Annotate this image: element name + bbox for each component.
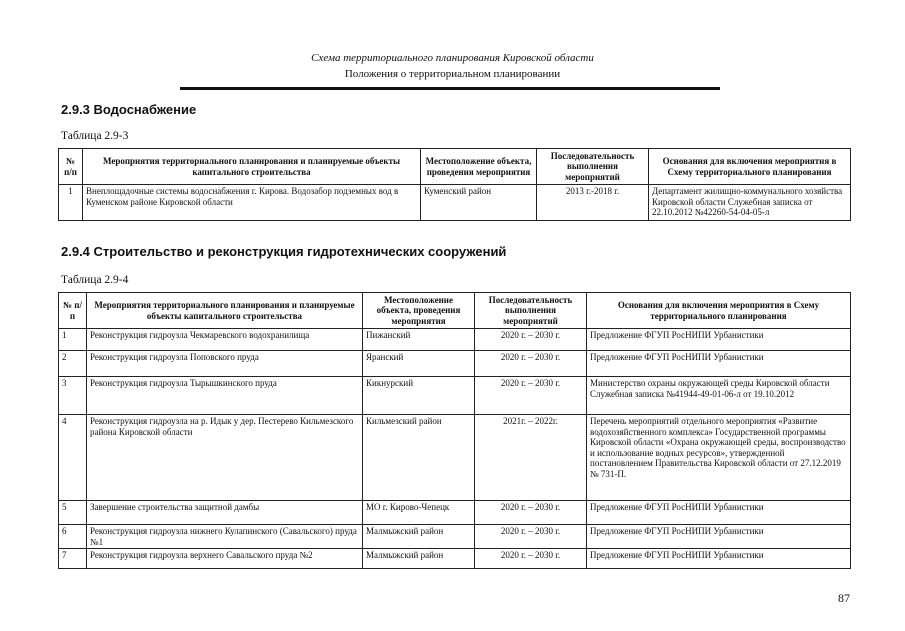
- row-location: Куменский район: [421, 185, 537, 221]
- row-period: 2020 г. – 2030 г.: [475, 377, 587, 415]
- table-header-row: [59, 149, 851, 185]
- document-title: Схема территориального планирования Кировской области: [311, 52, 594, 64]
- row-basis: Департамент жилищно-коммунального хозяйства Кировской области Служебная записка от 22.10.2012 №42260-54-04-05-л: [649, 185, 851, 221]
- row-measure: Реконструкция гидроузла Поповского пруда: [87, 351, 363, 377]
- row-period: 2020 г. – 2030 г.: [475, 501, 587, 525]
- row-location: Кикнурский: [363, 377, 475, 415]
- column-header: Местоположение объекта, проведения мероприятия: [363, 293, 475, 329]
- table-row: [59, 415, 851, 501]
- row-measure: Завершение строительства защитной дамбы: [87, 501, 363, 525]
- table-caption-2-9-4: Таблица 2.9-4: [61, 274, 129, 286]
- row-location: Пижанский: [363, 329, 475, 351]
- row-period: 2020 г. – 2030 г.: [475, 549, 587, 569]
- column-header: Основания для включения мероприятия в Схему территориального планирования: [649, 149, 851, 185]
- table-row: [59, 549, 851, 569]
- column-header: Мероприятия территориального планирования и планируемые объекты капитального строительства: [83, 149, 421, 185]
- column-header: № п/п: [59, 293, 87, 329]
- row-location: Кильмезский район: [363, 415, 475, 501]
- row-measure: Реконструкция гидроузла Чекмаревского водохранилища: [87, 329, 363, 351]
- column-header: Последовательность выполнения мероприятий: [537, 149, 649, 185]
- row-number: 6: [59, 525, 87, 549]
- row-basis: Предложение ФГУП РосНИПИ Урбанистики: [587, 351, 851, 377]
- row-measure: Внеплощадочные системы водоснабжения г. Кирова. Водозабор подземных вод в Куменском районе Кировской области: [83, 185, 421, 221]
- row-period: 2020 г. – 2030 г.: [475, 329, 587, 351]
- column-header: Местоположение объекта, проведения мероприятия: [421, 149, 537, 185]
- row-number: 3: [59, 377, 87, 415]
- row-period: 2020 г. – 2030 г.: [475, 351, 587, 377]
- table-row: [59, 501, 851, 525]
- row-period: 2021г. – 2022г.: [475, 415, 587, 501]
- table-2-9-3: [58, 148, 851, 221]
- table-row: [59, 185, 851, 221]
- column-header: Последовательность выполнения мероприятий: [475, 293, 587, 329]
- row-basis: Министерство охраны окружающей среды Кировской области Служебная записка №41944-49-01-06-л от 19.10.2012: [587, 377, 851, 415]
- row-number: 4: [59, 415, 87, 501]
- column-header: № п/п: [59, 149, 83, 185]
- row-number: 5: [59, 501, 87, 525]
- table-header-row: [59, 293, 851, 329]
- row-location: Малмыжский район: [363, 549, 475, 569]
- table-caption-2-9-3: Таблица 2.9-3: [61, 130, 129, 142]
- row-number: 1: [59, 329, 87, 351]
- row-location: Малмыжский район: [363, 525, 475, 549]
- page-number: 87: [838, 591, 850, 605]
- row-location: Яранский: [363, 351, 475, 377]
- column-header: Основания для включения мероприятия в Схему территориального планирования: [587, 293, 851, 329]
- row-measure: Реконструкция гидроузла нижнего Кулапинского (Савальского) пруда №1: [87, 525, 363, 549]
- row-number: 1: [59, 185, 83, 221]
- table-row: [59, 329, 851, 351]
- table-row: [59, 525, 851, 549]
- column-header: Мероприятия территориального планирования и планируемые объекты капитального строительства: [87, 293, 363, 329]
- row-location: МО г. Кирово-Чепецк: [363, 501, 475, 525]
- document-subtitle: Положения о территориальном планировании: [344, 68, 561, 80]
- row-measure: Реконструкция гидроузла на р. Идык у дер. Пестерево Кильмезского района Кировской области: [87, 415, 363, 501]
- row-measure: Реконструкция гидроузла Тырышкинского пруда: [87, 377, 363, 415]
- row-number: 7: [59, 549, 87, 569]
- table-2-9-4: [58, 292, 851, 569]
- section-heading-hydrotechnical: 2.9.4 Строительство и реконструкция гидротехнических сооружений: [61, 244, 507, 259]
- row-period: 2020 г. – 2030 г.: [475, 525, 587, 549]
- row-basis: Предложение ФГУП РосНИПИ Урбанистики: [587, 525, 851, 549]
- row-basis: Предложение ФГУП РосНИПИ Урбанистики: [587, 501, 851, 525]
- table-row: [59, 377, 851, 415]
- header-divider: [180, 87, 720, 90]
- row-basis: Предложение ФГУП РосНИПИ Урбанистики: [587, 329, 851, 351]
- row-basis: Перечень мероприятий отдельного мероприятия «Развитие водохозяйственного комплекса» Государственной программы Кировской области «Охрана окружающей среды, воспроизводство и использование водных ресурсов», утвержденной постановлением Правительства Кировской области от 27.12.2019 № 731-П.: [587, 415, 851, 501]
- row-period: 2013 г.-2018 г.: [537, 185, 649, 221]
- section-heading-water-supply: 2.9.3 Водоснабжение: [61, 102, 197, 117]
- row-measure: Реконструкция гидроузла верхнего Савальского пруда №2: [87, 549, 363, 569]
- row-number: 2: [59, 351, 87, 377]
- table-row: [59, 351, 851, 377]
- row-basis: Предложение ФГУП РосНИПИ Урбанистики: [587, 549, 851, 569]
